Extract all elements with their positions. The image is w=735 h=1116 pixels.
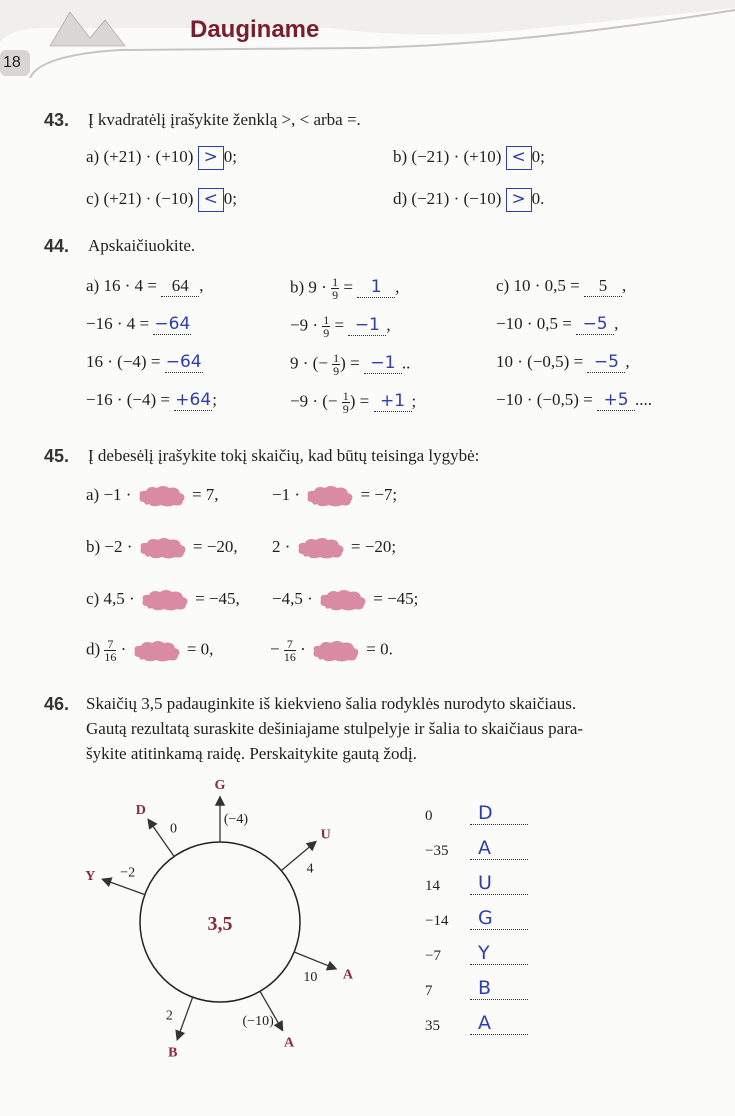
answer-field[interactable]: 5 — [584, 276, 622, 297]
answer-field[interactable]: −1 — [348, 315, 386, 336]
ray-letter: A — [283, 1035, 295, 1051]
ray-letter: G — [214, 780, 226, 793]
fraction-den: 9 — [342, 402, 349, 416]
equation-right — [272, 588, 418, 612]
equation-left — [86, 536, 238, 560]
fraction — [284, 638, 296, 663]
answer-field[interactable]: −5 — [587, 352, 625, 373]
answer-number: 14 — [425, 878, 440, 894]
expr-prefix: −9 · — [290, 315, 318, 335]
fraction-num: 1 — [323, 313, 330, 327]
header-banner — [0, 0, 735, 80]
task-44-number: 44. — [44, 236, 70, 256]
fraction — [342, 390, 350, 415]
ray-letter: A — [342, 967, 354, 983]
expr: 16 · (−4) = — [86, 352, 161, 371]
tail: 0; — [531, 146, 545, 166]
tail: 0. — [531, 188, 545, 208]
answer-field[interactable]: +5 — [597, 390, 635, 411]
answer-number: −14 — [425, 913, 449, 929]
expr: −10 · (−0,5) = — [496, 390, 593, 409]
answer-number: −7 — [425, 948, 441, 964]
task-43c — [86, 188, 237, 212]
calc-row — [86, 314, 276, 352]
end-mark: , — [621, 276, 627, 295]
answer-number: 7 — [425, 983, 433, 999]
lhs: a) −1 · — [86, 484, 132, 504]
task-45-prompt: Į debesėlį įrašykite tokį skaičių, kad būtų teisinga lygybė: — [88, 446, 480, 465]
tail: 0; — [223, 188, 237, 208]
task-46-prompt-line-1: Skaičių 3,5 padauginkite iš kiekvieno šalia rodyklės nurodyto skaičiaus. — [86, 694, 577, 713]
task-43b — [393, 146, 545, 170]
answer-field[interactable]: 1 — [357, 277, 395, 298]
lhs: b) −2 · — [86, 536, 133, 556]
cloud-blank[interactable] — [137, 536, 189, 560]
answer-field[interactable]: +64 — [175, 390, 212, 410]
expr-prefix: b) 9 · — [290, 277, 327, 297]
rhs: = 0, — [186, 639, 214, 659]
fraction — [332, 352, 340, 377]
calc-row — [496, 314, 726, 352]
answer-field[interactable]: −5 — [576, 314, 614, 335]
end-mark: .. — [401, 353, 411, 373]
ray-value: (−4) — [223, 812, 249, 827]
expr: b) (−21) · (+10) — [393, 146, 502, 166]
answer-field[interactable]: −1 — [364, 353, 402, 374]
expr: d) (−21) · (−10) — [393, 188, 502, 208]
answer-letter-field[interactable]: A — [470, 1012, 528, 1035]
fraction-den: 16 — [104, 650, 117, 664]
ray-value: 4 — [306, 861, 314, 877]
answer-box[interactable]: > — [198, 146, 224, 170]
lhs: −1 · — [272, 484, 300, 504]
answer-letter-field[interactable]: U — [470, 872, 528, 895]
calc-row — [86, 390, 276, 428]
answer-number: 35 — [425, 1018, 440, 1034]
expr: 10 · (−0,5) = — [496, 352, 584, 371]
page-title: Dauginame — [190, 16, 320, 43]
answer-number: 0 — [425, 808, 433, 824]
calc-row: −9 · (− $\frac{1}{9}$ ) = +1 ; — [290, 389, 417, 416]
fraction-den: 9 — [333, 364, 340, 378]
task-43a — [86, 146, 237, 170]
end-mark: , — [395, 277, 400, 297]
rhs: = 0. — [366, 639, 393, 659]
equation-right — [272, 536, 396, 560]
calc-row — [496, 390, 726, 428]
equation-left — [86, 588, 240, 612]
task-43d — [393, 188, 544, 212]
answer-field[interactable]: +1 — [374, 391, 412, 412]
multiplication-wheel — [60, 780, 380, 1060]
cloud-blank[interactable] — [295, 536, 347, 560]
ray-arrow — [103, 880, 144, 895]
end-mark: , — [625, 352, 630, 371]
fraction-num: 1 — [342, 389, 349, 403]
equation-right — [272, 484, 397, 508]
task-45d-second: − $\frac{7}{16}$ · = 0. — [270, 637, 393, 664]
fraction-den: 9 — [332, 288, 339, 302]
fraction — [331, 276, 339, 301]
answer-box[interactable]: < — [198, 188, 224, 212]
answer-box[interactable]: < — [506, 146, 532, 170]
calc-row: −9 · $\frac{1}{9}$ = −1 , — [290, 313, 391, 340]
answer-letter-field[interactable]: B — [470, 977, 528, 1000]
end-mark: ; — [212, 390, 217, 409]
expr: c) (+21) · (−10) — [86, 188, 194, 208]
calc-row: 9 · (− $\frac{1}{9}$ ) = −1 .. — [290, 351, 411, 378]
fraction — [322, 314, 330, 339]
expr: −16 · (−4) = — [86, 390, 170, 409]
fraction-den: 9 — [323, 326, 330, 340]
end-mark: .... — [635, 390, 652, 409]
end-mark: , — [199, 276, 204, 295]
task-44-column-a — [86, 276, 276, 428]
task-46-prompt-line-3: šykite atitinkamą raidę. Perskaitykite gautą žodį. — [86, 744, 417, 763]
calc-row: b) 9 · $\frac{1}{9}$ = 1 , — [290, 275, 400, 302]
fraction-num: 7 — [284, 638, 296, 651]
ray-arrow — [294, 952, 335, 968]
task-44-column-c — [496, 276, 726, 428]
fraction — [104, 638, 116, 663]
end-mark: , — [614, 314, 619, 333]
calc-row — [496, 352, 726, 390]
answer-field[interactable]: −64 — [165, 352, 202, 372]
rhs: = −20; — [350, 536, 397, 556]
lhs: 2 · — [272, 536, 291, 556]
cloud-blank[interactable] — [304, 484, 356, 508]
expr: −10 · 0,5 = — [496, 314, 572, 333]
ray-arrow — [178, 997, 193, 1038]
calc-row — [86, 276, 276, 314]
task-43-number: 43. — [44, 110, 70, 130]
answer-letter-field[interactable]: A — [470, 837, 528, 860]
ray-letter: U — [320, 827, 331, 843]
wheel-center: 3,5 — [207, 913, 233, 935]
answer-number: −35 — [425, 843, 449, 859]
answer-field[interactable]: −64 — [154, 314, 191, 334]
fraction-num: 1 — [332, 275, 339, 289]
expr-prefix: 9 · (− — [290, 353, 328, 373]
ray-letter: Y — [85, 868, 96, 884]
expr: −16 · 4 = — [86, 314, 150, 333]
rhs: = −45, — [195, 588, 240, 608]
end-mark: , — [386, 315, 391, 335]
rhs: = −7; — [360, 484, 398, 504]
answer-letter-field[interactable]: Y — [470, 942, 528, 965]
minus-sign: − — [270, 639, 280, 659]
task-44-column-b — [290, 276, 490, 428]
answer-letter-field[interactable]: D — [470, 802, 528, 825]
ray-value: 0 — [169, 821, 177, 837]
page-number: 18 — [3, 54, 21, 71]
task-44-prompt: Apskaičiuokite. — [88, 236, 196, 255]
lhs: −4,5 · — [272, 588, 313, 608]
tail: 0; — [223, 146, 237, 166]
answer-letter-field[interactable]: G — [470, 907, 528, 930]
fraction-num: 1 — [333, 351, 340, 365]
ray-value: (−10) — [242, 1014, 274, 1030]
label: d) — [86, 639, 101, 659]
cloud-blank[interactable] — [310, 639, 362, 663]
end-mark: ; — [411, 391, 417, 411]
task-46-number: 46. — [44, 694, 70, 714]
calc-row — [496, 276, 726, 314]
expr: a) 16 · 4 = — [86, 276, 157, 295]
expr-prefix: −9 · (− — [290, 391, 338, 411]
lhs: c) 4,5 · — [86, 588, 135, 608]
expr: a) (+21) · (+10) — [86, 146, 194, 166]
equation-left — [86, 484, 219, 508]
rhs: = −45; — [373, 588, 419, 608]
ray-letter: B — [168, 1045, 178, 1060]
rhs: = 7, — [191, 484, 219, 504]
task-46-prompt-line-2: Gautą rezultatą suraskite dešiniajame stulpelyje ir šalia to skaičiaus para- — [86, 719, 584, 738]
cloud-blank[interactable] — [317, 588, 369, 612]
cloud-blank[interactable] — [139, 588, 191, 612]
task-45-number: 45. — [44, 446, 70, 466]
header-decoration — [0, 0, 735, 80]
ray-letter: D — [135, 802, 146, 818]
task-45d: d) $\frac{7}{16}$ · = 0, — [86, 637, 214, 664]
expr: c) 10 · 0,5 = — [496, 276, 580, 295]
ray-value: 2 — [165, 1008, 173, 1024]
ray-value: −2 — [120, 865, 136, 881]
cloud-blank[interactable] — [131, 639, 183, 663]
answer-box[interactable]: > — [506, 188, 532, 212]
ray-value: 10 — [303, 969, 318, 985]
rhs: = −20, — [192, 536, 238, 556]
cloud-blank[interactable] — [136, 484, 188, 508]
answer-field[interactable]: 64 — [161, 276, 199, 297]
task-43-prompt: Į kvadratėlį įrašykite ženklą >, < arba =. — [88, 110, 361, 129]
fraction-num: 7 — [104, 638, 116, 651]
fraction-den: 16 — [283, 650, 296, 664]
calc-row — [86, 352, 276, 390]
